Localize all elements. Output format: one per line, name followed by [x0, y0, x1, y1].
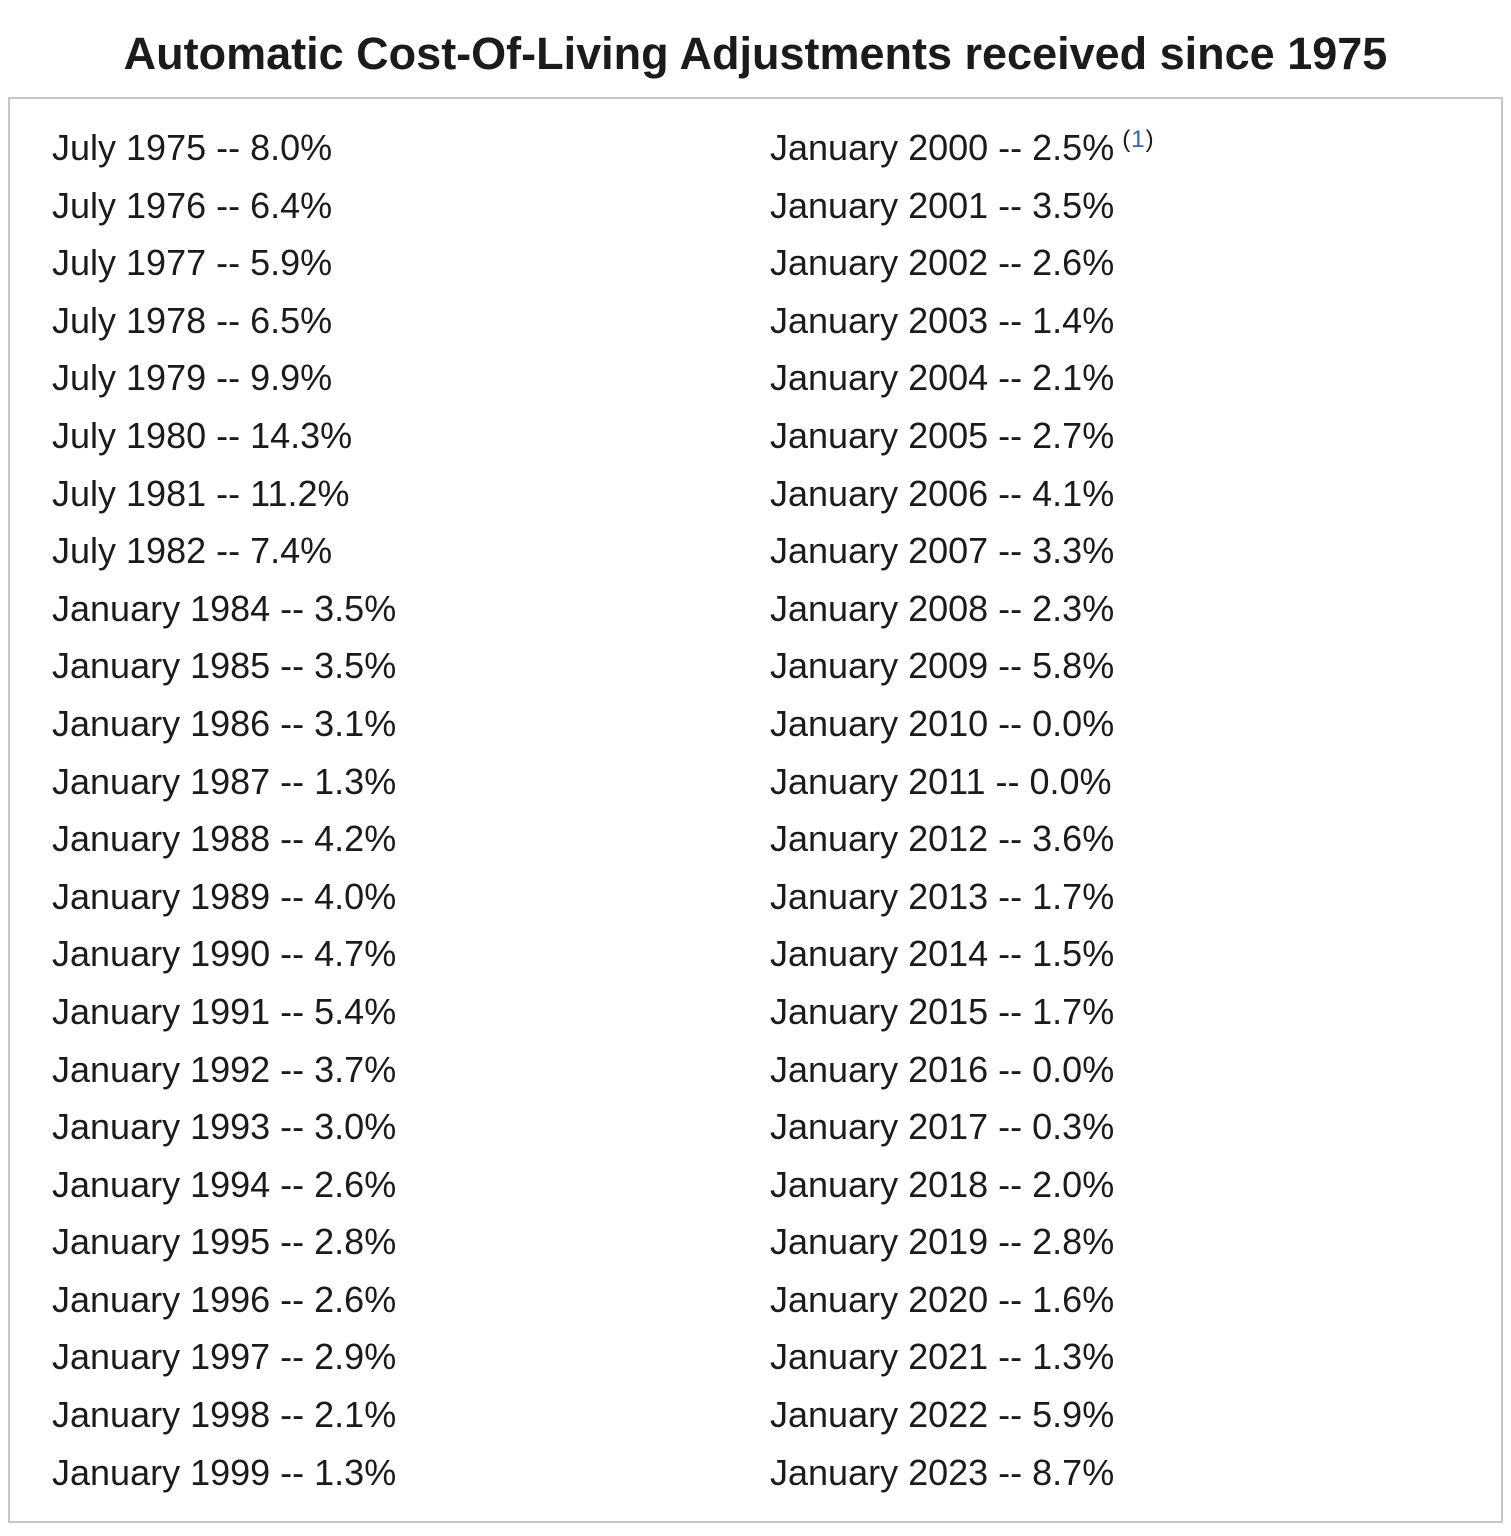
cola-row: January 2004 -- 2.1%: [770, 357, 1115, 399]
cola-row: January 2023 -- 8.7%: [770, 1451, 1115, 1493]
cola-row: January 1999 -- 1.3%: [52, 1451, 397, 1493]
cola-column-right: [728, 119, 1501, 1501]
cola-row: January 2013 -- 1.7%: [770, 875, 1115, 917]
cola-row: January 1991 -- 5.4%: [52, 990, 397, 1032]
cola-row: January 2015 -- 1.7%: [770, 990, 1115, 1032]
cola-row: January 2017 -- 0.3%: [770, 1106, 1115, 1148]
cola-row: January 1988 -- 4.2%: [52, 818, 397, 860]
footnote-close-paren: ): [1145, 126, 1155, 153]
cola-row: January 2009 -- 5.8%: [770, 645, 1115, 687]
cola-row: January 1984 -- 3.5%: [52, 587, 397, 629]
footnote-link-1[interactable]: 1: [1131, 126, 1146, 153]
page: [0, 28, 1511, 1523]
cola-row: July 1979 -- 9.9%: [52, 357, 333, 399]
cola-row: January 2010 -- 0.0%: [770, 702, 1115, 744]
cola-row: July 1981 -- 11.2%: [52, 472, 350, 514]
cola-row: January 2002 -- 2.6%: [770, 242, 1115, 284]
cola-row: January 1985 -- 3.5%: [52, 645, 397, 687]
cola-row: January 1987 -- 1.3%: [52, 760, 397, 802]
cola-row: January 2006 -- 4.1%: [770, 472, 1115, 514]
cola-row: January 2021 -- 1.3%: [770, 1336, 1115, 1378]
cola-row: January 2018 -- 2.0%: [770, 1163, 1115, 1205]
cola-row: January 2020 -- 1.6%: [770, 1278, 1115, 1320]
cola-row: January 1992 -- 3.7%: [52, 1048, 397, 1090]
cola-row: January 1996 -- 2.6%: [52, 1278, 397, 1320]
cola-row: January 2014 -- 1.5%: [770, 933, 1115, 975]
cola-row: July 1975 -- 8.0%: [52, 127, 333, 168]
cola-row: July 1980 -- 14.3%: [52, 414, 353, 456]
cola-row: January 1986 -- 3.1%: [52, 702, 397, 744]
cola-row: July 1976 -- 6.4%: [52, 184, 333, 226]
cola-row: January 1990 -- 4.7%: [52, 933, 397, 975]
cola-row: January 1994 -- 2.6%: [52, 1163, 397, 1205]
cola-row: January 2000 -- 2.5% $^{(1)}$: [770, 126, 1155, 168]
cola-row: January 2016 -- 0.0%: [770, 1048, 1115, 1090]
cola-row: July 1977 -- 5.9%: [52, 242, 333, 284]
cola-row: January 1995 -- 2.8%: [52, 1221, 397, 1263]
cola-row: January 1997 -- 2.9%: [52, 1336, 397, 1378]
page-title: Automatic Cost-Of-Living Adjustments received since 1975: [123, 28, 1388, 79]
cola-row: January 1998 -- 2.1%: [52, 1394, 397, 1436]
cola-row: January 2007 -- 3.3%: [770, 530, 1115, 572]
footnote-open-paren: (: [1122, 126, 1132, 153]
footnote-marker: [1122, 126, 1154, 153]
cola-row: January 2022 -- 5.9%: [770, 1394, 1115, 1436]
cola-row: July 1982 -- 7.4%: [52, 530, 333, 572]
cola-row: January 2001 -- 3.5%: [770, 184, 1115, 226]
cola-row: January 2012 -- 3.6%: [770, 818, 1115, 860]
cola-row: January 2008 -- 2.3%: [770, 587, 1115, 629]
cola-row: January 2003 -- 1.4%: [770, 299, 1115, 341]
cola-row: January 2011 -- 0.0%: [770, 760, 1112, 802]
cola-panel: [8, 97, 1503, 1523]
cola-row: January 1993 -- 3.0%: [52, 1106, 397, 1148]
cola-row: January 2019 -- 2.8%: [770, 1221, 1115, 1263]
cola-column-left: [10, 119, 728, 1501]
cola-row: January 2005 -- 2.7%: [770, 414, 1115, 456]
cola-row: January 1989 -- 4.0%: [52, 875, 397, 917]
cola-row: July 1978 -- 6.5%: [52, 299, 333, 341]
